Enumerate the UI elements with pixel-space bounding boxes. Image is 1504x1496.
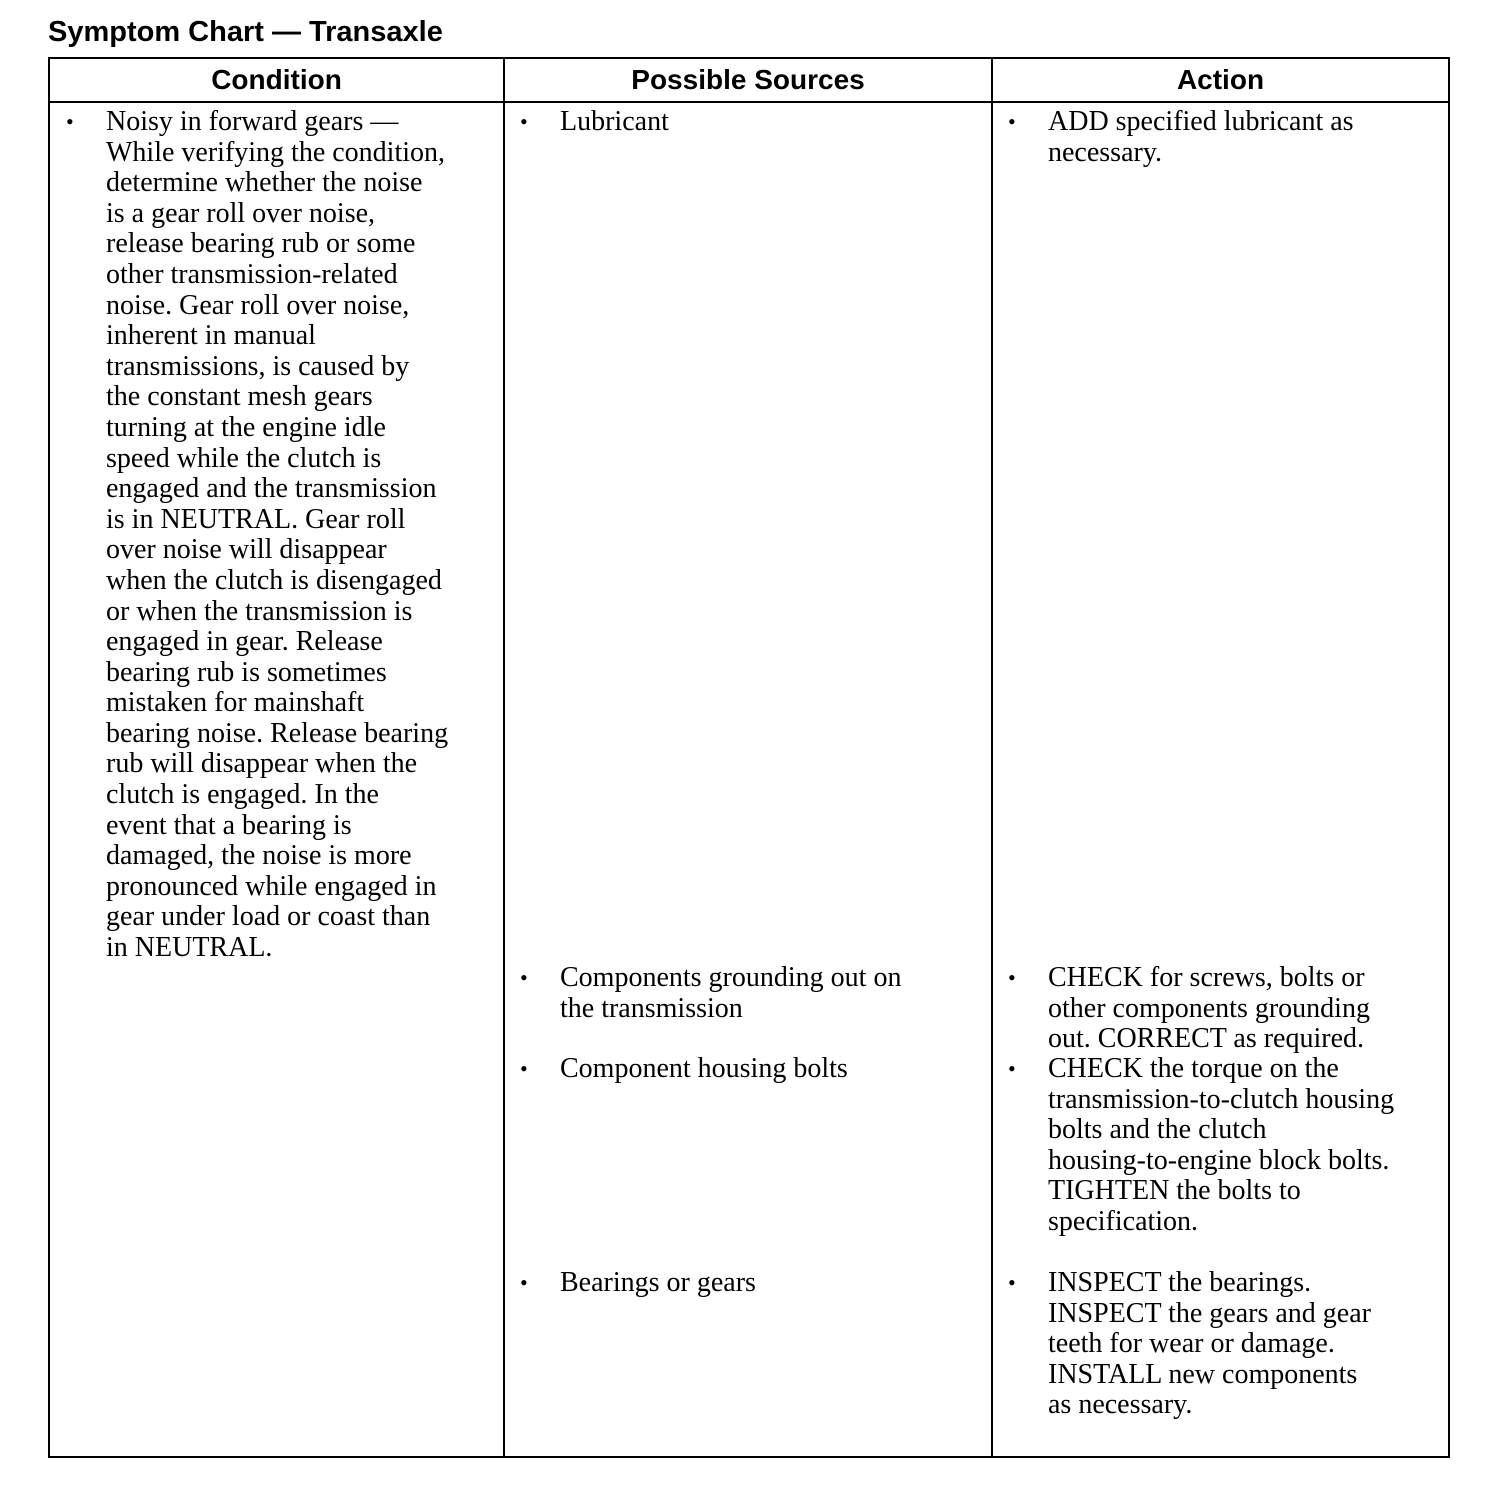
action-text	[1048, 963, 1444, 1055]
action-item-add-lubricant	[1008, 107, 1444, 168]
text-line: CHECK for screws, bolts or	[1048, 962, 1365, 993]
condition-item	[66, 107, 496, 964]
bullet-icon: •	[520, 1270, 528, 1295]
text-line: transmission-to-clutch housing	[1048, 1083, 1395, 1115]
text-line: determine whether the noise	[106, 167, 423, 199]
text-line: inherent in manual	[106, 320, 316, 352]
column-divider	[991, 59, 993, 1456]
text-line: noise. Gear roll over noise,	[106, 289, 410, 321]
source-item-bearings-gears	[520, 1268, 980, 1299]
text-line: other transmission-related	[106, 258, 398, 290]
text-line: Lubricant	[560, 106, 669, 137]
bullet-icon: •	[520, 965, 528, 990]
column-header-action: Action	[993, 59, 1448, 103]
text-line: INSTALL new components	[1048, 1358, 1358, 1390]
action-item-check-torque	[1008, 1054, 1444, 1238]
text-line: damaged, the noise is more	[106, 840, 412, 872]
column-divider	[503, 59, 505, 1456]
text-line: is a gear roll over noise,	[106, 197, 376, 229]
text-line: other components grounding	[1048, 992, 1370, 1024]
text-line: mistaken for mainshaft	[106, 687, 365, 719]
action-text	[1048, 1268, 1444, 1421]
source-item-lubricant	[520, 107, 980, 138]
bullet-icon: •	[520, 1056, 528, 1081]
text-line: or when the transmission is	[106, 595, 413, 627]
bullet-icon: •	[520, 109, 528, 134]
text-line: While verifying the condition,	[106, 136, 446, 168]
text-line: ADD specified lubricant as	[1048, 106, 1354, 137]
text-line: as necessary.	[1048, 1389, 1193, 1421]
column-header-condition: Condition	[50, 59, 503, 103]
bullet-icon: •	[1008, 965, 1016, 990]
text-line: speed while the clutch is	[106, 442, 382, 474]
text-line: teeth for wear or damage.	[1048, 1328, 1335, 1360]
source-text	[560, 107, 980, 138]
text-line: the transmission	[560, 992, 743, 1024]
text-line: necessary.	[1048, 136, 1163, 168]
text-line: TIGHTEN the bolts to	[1048, 1175, 1301, 1207]
page-title: Symptom Chart — Transaxle	[48, 16, 443, 48]
source-text	[560, 1268, 980, 1299]
text-line: bearing noise. Release bearing	[106, 717, 449, 749]
bullet-icon: •	[1008, 109, 1016, 134]
text-line: engaged in gear. Release	[106, 626, 383, 658]
action-text	[1048, 107, 1444, 168]
text-line: release bearing rub or some	[106, 228, 416, 260]
source-item-housing-bolts	[520, 1054, 980, 1085]
text-line: housing-to-engine block bolts.	[1048, 1144, 1390, 1176]
text-line: Bearings or gears	[560, 1267, 756, 1298]
text-line: in NEUTRAL.	[106, 932, 273, 964]
text-line: INSPECT the bearings.	[1048, 1267, 1312, 1298]
bullet-icon: •	[1008, 1056, 1016, 1081]
text-line: is in NEUTRAL. Gear roll	[106, 503, 406, 535]
text-line: Component housing bolts	[560, 1053, 848, 1084]
action-text	[1048, 1054, 1444, 1238]
bullet-icon: •	[1008, 1270, 1016, 1295]
text-line: bolts and the clutch	[1048, 1114, 1267, 1146]
text-line: rub will disappear when the	[106, 748, 418, 780]
text-line: specification.	[1048, 1205, 1199, 1237]
source-text	[560, 963, 980, 1024]
text-line: turning at the engine idle	[106, 411, 386, 443]
text-line: engaged and the transmission	[106, 473, 437, 505]
action-item-inspect-bearings	[1008, 1268, 1444, 1421]
text-line: when the clutch is disengaged	[106, 564, 442, 596]
text-line: pronounced while engaged in	[106, 870, 437, 902]
action-item-check-grounding	[1008, 963, 1444, 1055]
text-line: transmissions, is caused by	[106, 350, 410, 382]
text-line: event that a bearing is	[106, 809, 352, 841]
text-line: clutch is engaged. In the	[106, 779, 379, 811]
source-item-components-grounding	[520, 963, 980, 1024]
source-text	[560, 1054, 980, 1085]
text-line: INSPECT the gears and gear	[1048, 1297, 1371, 1329]
text-line: CHECK the torque on the	[1048, 1053, 1339, 1084]
bullet-icon: •	[66, 109, 74, 134]
text-line: Components grounding out on	[560, 962, 902, 993]
text-line: gear under load or coast than	[106, 901, 431, 933]
condition-text	[106, 107, 496, 964]
text-line: Noisy in forward gears —	[106, 106, 399, 137]
text-line: out. CORRECT as required.	[1048, 1023, 1365, 1055]
text-line: over noise will disappear	[106, 534, 387, 566]
symptom-table	[48, 57, 1450, 1458]
text-line: the constant mesh gears	[106, 381, 373, 413]
column-header-possible-sources: Possible Sources	[505, 59, 991, 103]
text-line: bearing rub is sometimes	[106, 656, 387, 688]
